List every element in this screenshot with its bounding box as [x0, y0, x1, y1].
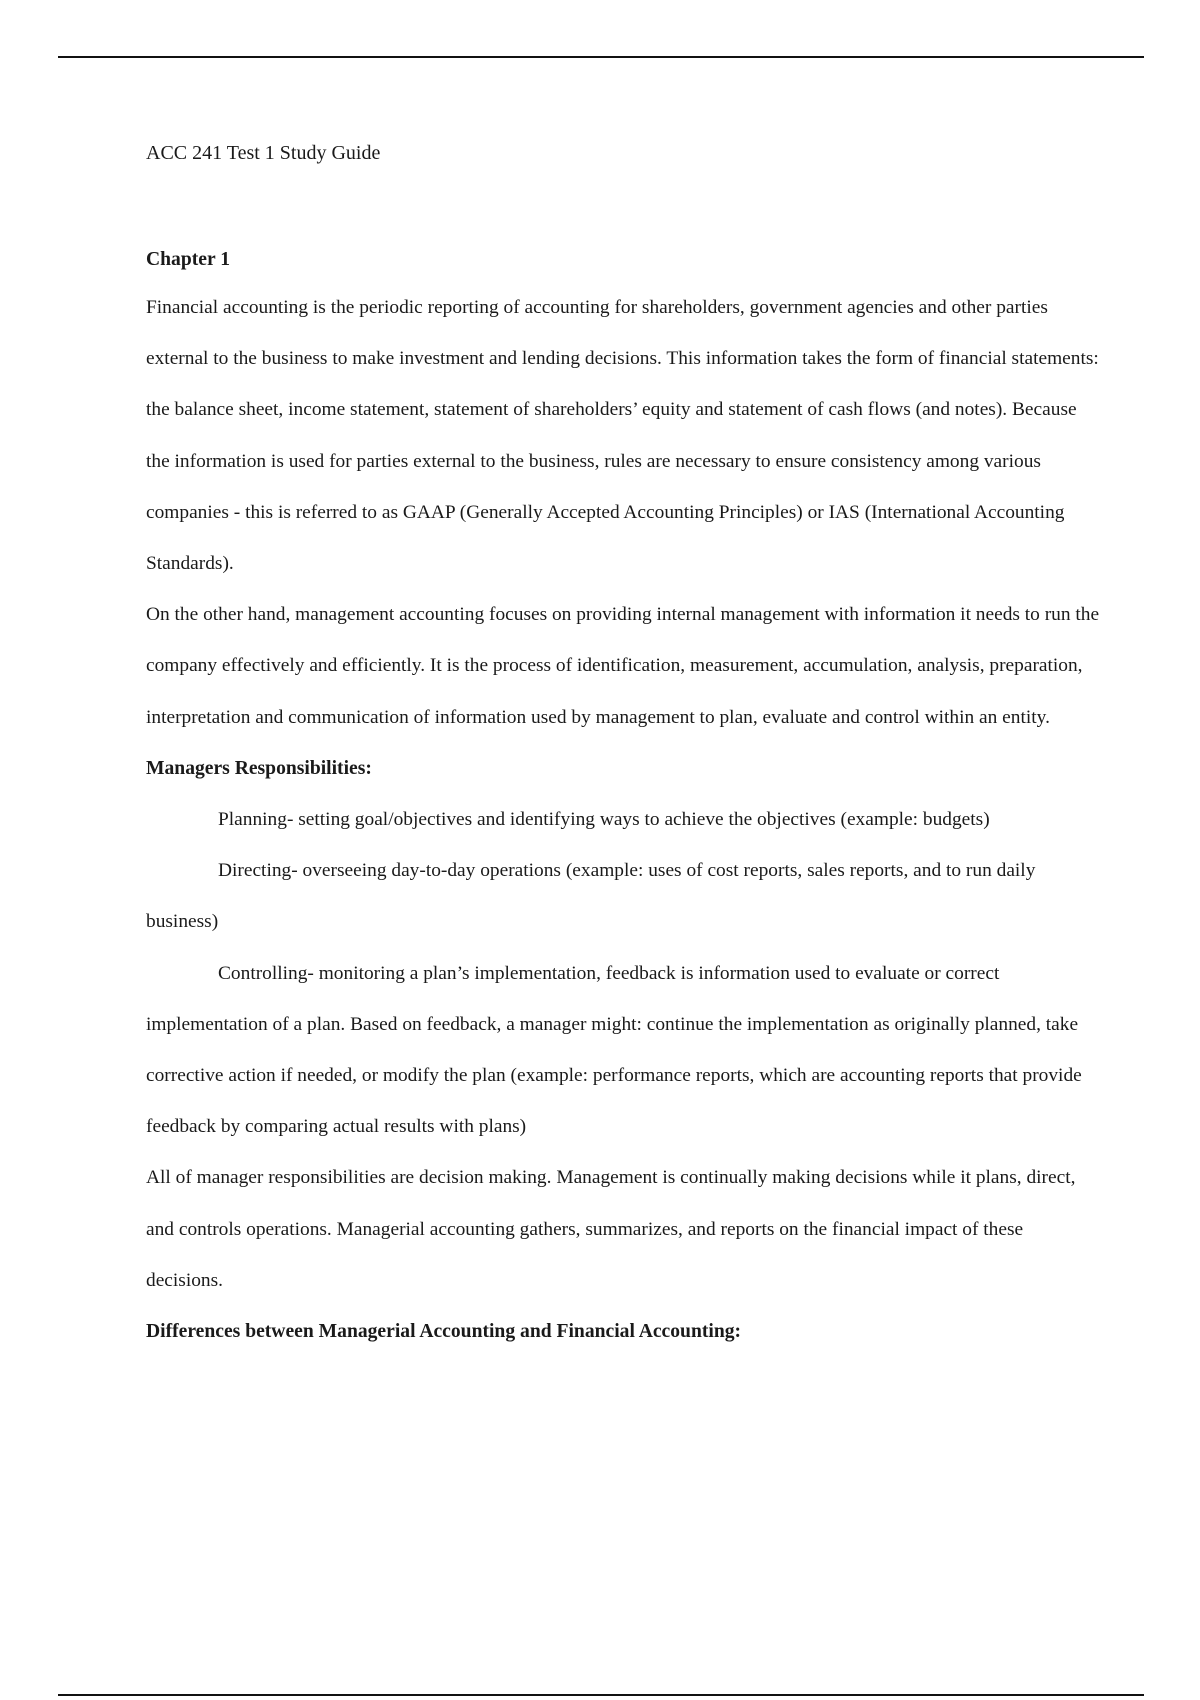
differences-heading: Differences between Managerial Accounting and Financial Accounting: — [146, 1321, 742, 1343]
directing-paragraph: Directing- overseeing day-to-day operations (example: uses of cost reports, sales reports, and to run daily business) — [146, 860, 1036, 933]
controlling-paragraph: Controlling- monitoring a plan’s implementation, feedback is information used to evaluate or correct implementation of a plan. Based on feedback, a manager might: continue the implementation as originally planned, take corrective action if needed, or modify the plan (example: performance reports, which are accounting reports that provide feedback by comparing actual results with plans) — [146, 962, 1082, 1138]
managers-responsibilities-heading: Managers Responsibilities: — [146, 757, 372, 779]
management-accounting-paragraph: On the other hand, management accounting focuses on providing internal management with information it needs to run the company effectively and efficiently. It is the process of identification, measurement, accumulation, analysis, preparation, interpretation and communication of information used by management to plan, evaluate and control within an entity. — [146, 604, 1100, 728]
document-body — [146, 238, 1101, 1357]
financial-accounting-paragraph: Financial accounting is the periodic reporting of accounting for shareholders, government agencies and other parties external to the business to make investment and lending decisions. This information takes the form of financial statements: the balance sheet, income statement, statement of shareholders’ equity and statement of cash flows (and notes). Because the information is used for parties external to the business, rules are necessary to ensure consistency among various companies - this is referred to as GAAP (Generally Accepted Accounting Principles) or IAS (International Accounting Standards). — [146, 297, 1099, 575]
chapter-heading: Chapter 1 — [146, 249, 231, 270]
document-title: ACC 241 Test 1 Study Guide — [146, 142, 381, 164]
top-rule — [58, 56, 1144, 58]
decision-making-paragraph: All of manager responsibilities are decision making. Management is continually making decisions while it plans, direct, and controls operations. Managerial accounting gathers, summarizes, and reports on the financial impact of these decisions. — [146, 1167, 1076, 1291]
bottom-rule — [58, 1694, 1144, 1696]
planning-paragraph: Planning- setting goal/objectives and identifying ways to achieve the objectives (example: budgets) — [218, 809, 990, 831]
